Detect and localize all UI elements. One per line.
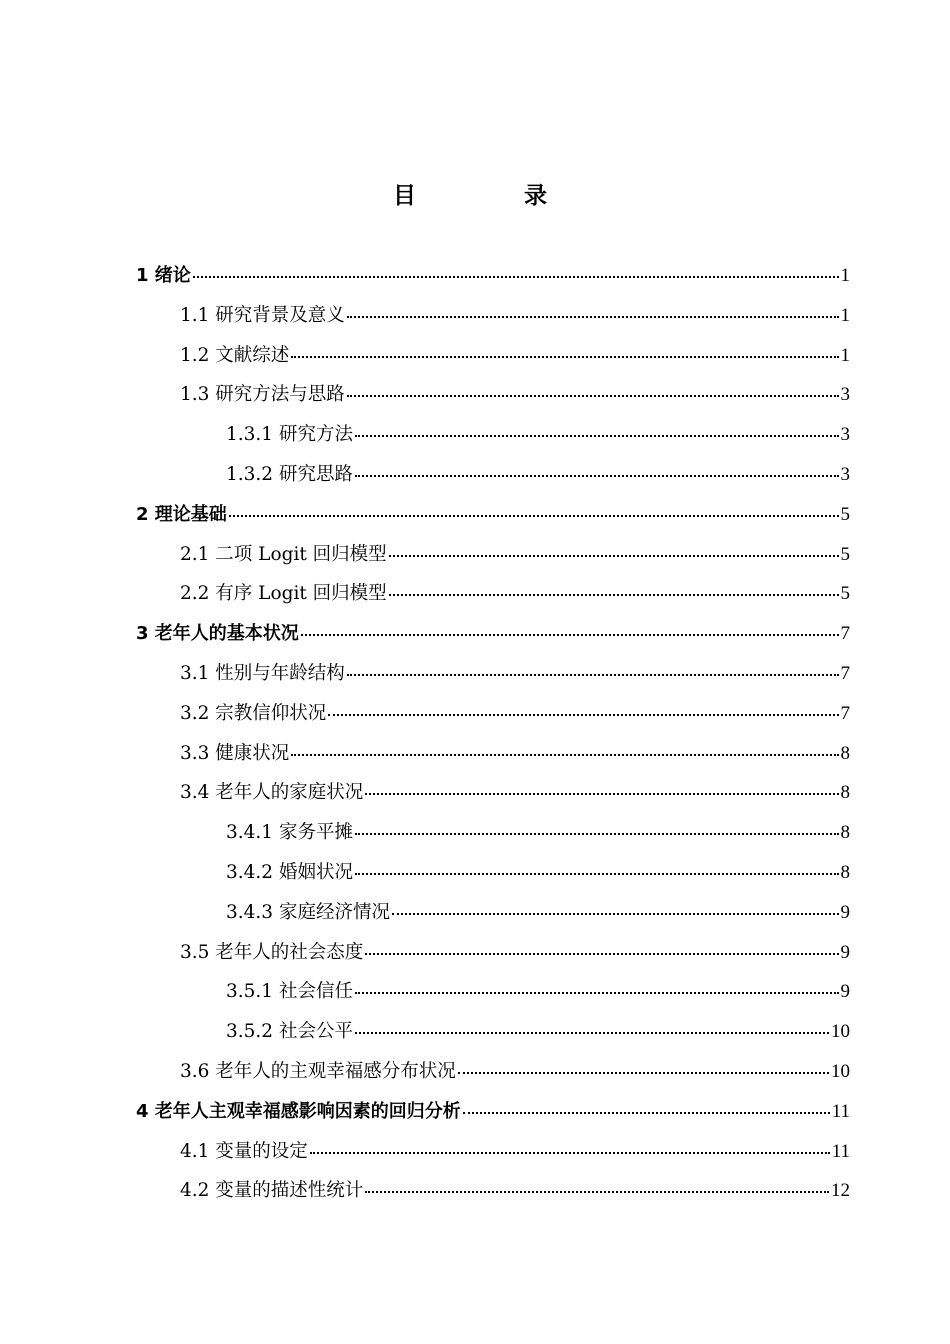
toc-entry-title: 3.4.2 婚姻状况 (226, 861, 353, 883)
toc-dot-leader (365, 1190, 829, 1193)
toc-dot-leader (389, 593, 839, 596)
toc-entry-title: 3.5.1 社会信任 (226, 981, 353, 1003)
toc-entry-title: 1 绪论 (136, 265, 191, 286)
toc-entry[interactable] (136, 614, 850, 654)
toc-entry-title: 1.2 文献综述 (180, 344, 290, 366)
toc-entry-title: 1.1 研究背景及意义 (180, 304, 345, 326)
toc-entry-title: 2 理论基础 (136, 503, 227, 525)
toc-entry[interactable] (136, 813, 850, 853)
toc-page-number: 7 (840, 623, 850, 645)
toc-entry[interactable] (136, 773, 850, 813)
toc-dot-leader (291, 753, 838, 756)
toc-page-number: 10 (831, 1060, 850, 1082)
toc-dot-leader (193, 275, 839, 278)
toc-page-number: 1 (840, 304, 850, 326)
toc-entry-title: 3.1 性别与年龄结构 (180, 662, 345, 684)
toc-dot-leader (355, 434, 839, 437)
toc-entry-title: 3.4 老年人的家庭状况 (180, 782, 364, 804)
toc-dot-leader (328, 713, 838, 716)
toc-page-number: 9 (840, 941, 850, 963)
toc-entry-title: 4 老年人主观幸福感影响因素的回归分析 (136, 1100, 461, 1122)
toc-entry[interactable] (136, 654, 850, 694)
toc-page-number: 1 (840, 344, 850, 366)
toc-dot-leader (463, 1111, 830, 1114)
toc-entry[interactable] (136, 535, 850, 575)
toc-page-number: 5 (840, 503, 850, 525)
toc-page-number: 1 (840, 265, 850, 286)
toc-entry[interactable] (136, 1132, 850, 1172)
toc-entry[interactable] (136, 256, 850, 296)
toc-dot-leader (355, 1031, 829, 1034)
toc-dot-leader (291, 355, 838, 358)
toc-entry[interactable] (136, 455, 850, 495)
toc-dot-leader (347, 394, 839, 397)
toc-entry[interactable] (136, 495, 850, 535)
toc-entry[interactable] (136, 972, 850, 1012)
toc-entry[interactable] (136, 296, 850, 336)
toc-entry-title: 2.1 二项 Logit 回归模型 (180, 543, 387, 565)
toc-page-number: 11 (831, 1140, 850, 1162)
toc-dot-leader (389, 554, 839, 557)
toc-page-number: 5 (840, 583, 850, 605)
toc-entry[interactable] (136, 933, 850, 973)
toc-entry[interactable] (136, 1171, 850, 1211)
toc-page-number: 3 (840, 463, 850, 485)
toc-entry-title: 3.5 老年人的社会态度 (180, 941, 364, 963)
toc-page-number: 8 (840, 782, 850, 804)
toc-entry[interactable] (136, 893, 850, 933)
toc-entry-title: 3.4.3 家庭经济情况 (226, 901, 390, 923)
toc-entry[interactable] (136, 853, 850, 893)
toc-dot-leader (458, 1071, 829, 1074)
toc-page-number: 8 (840, 822, 850, 844)
toc-page-number: 5 (840, 543, 850, 565)
toc-entry-title: 4.2 变量的描述性统计 (180, 1180, 364, 1202)
toc-page-number: 9 (840, 981, 850, 1003)
toc-dot-leader (347, 315, 839, 318)
toc-entry[interactable] (136, 574, 850, 614)
toc-dot-leader (392, 912, 839, 915)
toc-dot-leader (355, 991, 839, 994)
toc-entry[interactable] (136, 1092, 850, 1132)
table-of-contents (136, 256, 850, 1211)
toc-entry-title: 4.1 变量的设定 (180, 1140, 308, 1162)
toc-dot-leader (355, 474, 839, 477)
toc-dot-leader (365, 792, 838, 795)
toc-entry-title: 3.2 宗教信仰状况 (180, 702, 327, 724)
toc-page-number: 11 (831, 1100, 850, 1122)
toc-dot-leader (365, 952, 838, 955)
toc-entry-title: 3.5.2 社会公平 (226, 1021, 353, 1043)
toc-page-number: 12 (831, 1180, 850, 1202)
toc-page-number: 8 (840, 861, 850, 883)
toc-title: 目 录 (392, 183, 597, 209)
toc-dot-leader (347, 673, 839, 676)
toc-entry-title: 2.2 有序 Logit 回归模型 (180, 583, 387, 605)
toc-entry-title: 1.3 研究方法与思路 (180, 384, 345, 406)
toc-entry[interactable] (136, 694, 850, 734)
toc-entry[interactable] (136, 375, 850, 415)
toc-page-number: 9 (840, 901, 850, 923)
toc-page-number: 8 (840, 742, 850, 764)
toc-entry-title: 3.6 老年人的主观幸福感分布状况 (180, 1060, 456, 1082)
toc-dot-leader (355, 832, 839, 835)
toc-dot-leader (355, 872, 839, 875)
toc-entry[interactable] (136, 734, 850, 774)
toc-entry-title: 1.3.1 研究方法 (226, 424, 353, 446)
toc-entry-title: 1.3.2 研究思路 (226, 463, 353, 485)
toc-entry[interactable] (136, 415, 850, 455)
toc-entry[interactable] (136, 1052, 850, 1092)
toc-page-number: 3 (840, 384, 850, 406)
toc-entry-title: 3.3 健康状况 (180, 742, 290, 764)
toc-entry[interactable] (136, 336, 850, 376)
toc-entry-title: 3 老年人的基本状况 (136, 623, 299, 645)
toc-page-number: 3 (840, 424, 850, 446)
toc-dot-leader (229, 514, 839, 517)
toc-page-number: 10 (831, 1021, 850, 1043)
toc-page-number: 7 (840, 662, 850, 684)
toc-page-number: 7 (840, 702, 850, 724)
toc-dot-leader (301, 633, 839, 636)
toc-dot-leader (310, 1151, 830, 1154)
toc-entry-title: 3.4.1 家务平摊 (226, 822, 353, 844)
toc-entry[interactable] (136, 1012, 850, 1052)
